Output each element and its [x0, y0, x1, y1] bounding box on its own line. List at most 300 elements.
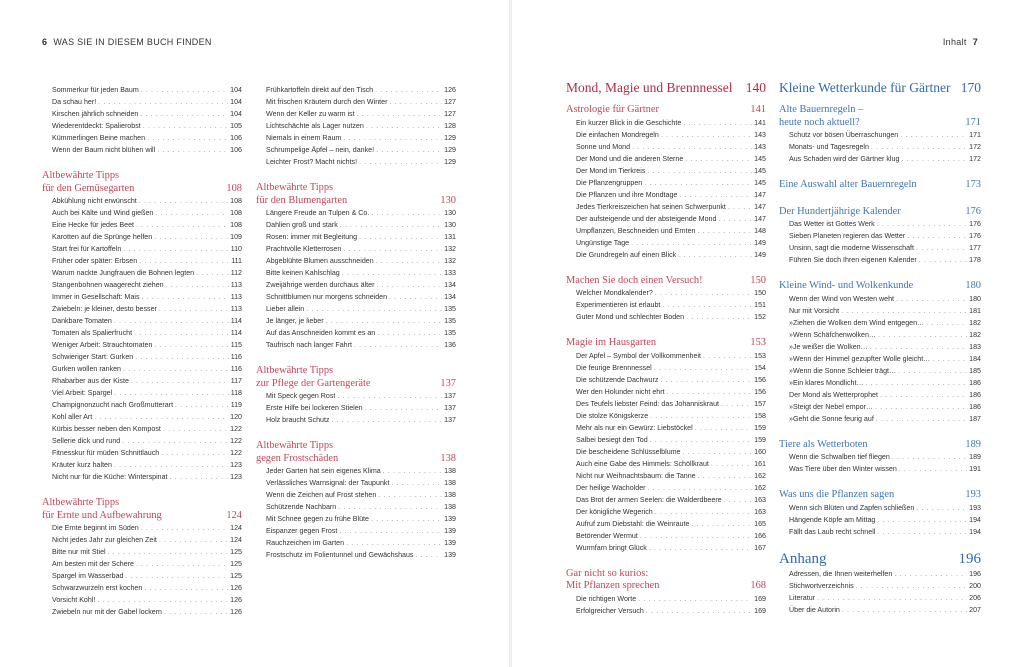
- toc-entry: [566, 542, 766, 554]
- toc-entry-page: 137: [444, 392, 456, 400]
- toc-entry: [42, 546, 242, 558]
- toc-entry: [42, 594, 242, 606]
- section-title-line2: für den Gemüsegarten: [42, 182, 135, 194]
- dot-leader: [196, 267, 229, 279]
- toc-entry-title: Zwiebeln nur mit der Gabel lockern: [52, 608, 163, 616]
- dot-leader: [724, 494, 753, 506]
- toc-entry-title: Frostschutz im Folientunnel und Gewächshaus: [266, 551, 414, 559]
- dot-leader: [647, 165, 752, 177]
- toc-entry-page: 139: [444, 515, 456, 523]
- toc-entry: [42, 471, 242, 483]
- toc-entry: [42, 387, 242, 399]
- toc-entry: [779, 305, 981, 317]
- section-heading: [566, 104, 766, 117]
- toc-entry-page: 132: [444, 245, 456, 253]
- toc-entry-page: 109: [230, 233, 242, 241]
- toc-entry-page: 123: [230, 461, 242, 469]
- toc-entry-page: 186: [969, 402, 981, 411]
- toc-entry-title: Taufrisch nach langer Fahrt: [266, 341, 352, 349]
- dot-leader: [678, 249, 752, 261]
- toc-entry: [42, 207, 242, 219]
- dot-leader: [655, 506, 752, 518]
- toc-entry-page: 125: [230, 560, 242, 568]
- toc-entry-title: Die Grundregeln auf einen Blick: [576, 250, 677, 259]
- toc-entry-page: 172: [969, 155, 981, 163]
- toc-entry-page: 138: [444, 503, 456, 511]
- toc-entry-page: 129: [444, 146, 456, 154]
- toc-entry-title: Salbei besiegt den Tod: [576, 435, 648, 444]
- dot-leader: [650, 410, 752, 422]
- dot-leader: [371, 513, 442, 525]
- toc-entry: [779, 401, 981, 413]
- chapter-page: 140: [745, 80, 766, 95]
- section-title-line1: Altbewährte Tipps: [42, 170, 120, 181]
- toc-entry-title: Verlässliches Warnsignal: der Taupunkt: [266, 479, 390, 487]
- dot-leader: [141, 522, 228, 534]
- toc-entry-title: Aus Schaden wird der Gärtner klug: [789, 155, 900, 163]
- toc-entry: [256, 132, 456, 144]
- toc-entry: [566, 434, 766, 446]
- section-page: 168: [750, 580, 766, 591]
- toc-entry-title: Jedes Tierkreiszeichen hat seinen Schwerpunkt: [576, 202, 726, 211]
- toc-entry-title: Der Apfel – Symbol der Vollkommenheit: [576, 351, 701, 360]
- toc-entry-title: Kirschen jährlich schneiden: [52, 110, 139, 118]
- toc-entry-title: Leichter Frost? Macht nichts!: [266, 158, 358, 166]
- toc-entry: [42, 219, 242, 231]
- section-title-line2: Mit Pflanzen sprechen: [566, 580, 660, 591]
- toc-entry-page: 191: [969, 465, 981, 473]
- toc-entry-page: 143: [754, 130, 766, 139]
- toc-entry: [779, 254, 981, 266]
- dot-leader: [114, 387, 228, 399]
- section-page: 176: [965, 205, 981, 217]
- toc-entry: [42, 423, 242, 435]
- toc-entry-page: 125: [230, 572, 242, 580]
- section-title-line2: für den Blumengarten: [256, 194, 348, 206]
- toc-entry-title: Die richtigen Worte: [576, 594, 637, 603]
- toc-entry-title: Schwieriger Start: Gurken: [52, 353, 134, 361]
- toc-column-3: [566, 80, 766, 617]
- toc-entry-page: 116: [230, 365, 242, 373]
- toc-entry-title: Karotten auf die Sprünge helfen: [52, 233, 153, 241]
- toc-entry: [566, 225, 766, 237]
- toc-entry-title: Am besten mit der Schere: [52, 560, 135, 568]
- section-title-line1: Altbewährte Tipps: [256, 365, 334, 376]
- toc-entry: [566, 299, 766, 311]
- toc-entry: [42, 558, 242, 570]
- toc-entry-page: 122: [230, 449, 242, 457]
- entry-list: [779, 293, 981, 425]
- toc-entry: [42, 231, 242, 243]
- section-page: 189: [965, 438, 981, 450]
- dot-leader: [685, 153, 752, 165]
- dot-leader: [711, 458, 752, 470]
- toc-entry-page: 131: [444, 233, 456, 241]
- toc-entry: [256, 489, 456, 501]
- dot-leader: [721, 398, 752, 410]
- dot-leader: [376, 255, 442, 267]
- toc-entry: [566, 362, 766, 374]
- dot-leader: [877, 526, 967, 538]
- dot-leader: [139, 255, 229, 267]
- toc-entry-page: 118: [230, 389, 242, 397]
- dot-leader: [817, 592, 967, 604]
- toc-entry-page: 110: [230, 245, 242, 253]
- toc-entry: [566, 311, 766, 323]
- toc-entry: [779, 141, 981, 153]
- toc-entry: [779, 592, 981, 604]
- toc-entry-page: 117: [230, 377, 242, 385]
- dot-leader: [654, 362, 752, 374]
- toc-entry: [256, 549, 456, 561]
- dot-leader: [870, 341, 967, 353]
- section-page: 124: [226, 509, 242, 521]
- entry-list: [566, 350, 766, 554]
- toc-entry-page: 133: [444, 269, 456, 277]
- toc-entry-page: 127: [444, 110, 456, 118]
- toc-entry-title: Über die Autorin: [789, 605, 840, 614]
- dot-leader: [339, 525, 442, 537]
- dot-leader: [337, 390, 442, 402]
- toc-entry: [42, 411, 242, 423]
- toc-entry-title: Erfolgreicher Versuch: [576, 606, 644, 615]
- toc-entry-page: 124: [230, 524, 242, 532]
- toc-entry: [256, 339, 456, 351]
- toc-entry-title: Kümmerlingen Beine machen: [52, 134, 146, 142]
- toc-entry-title: Wer den Holunder nicht ehrt: [576, 387, 665, 396]
- section-title-line1: Altbewährte Tipps: [256, 440, 334, 451]
- dot-leader: [166, 279, 229, 291]
- section-page: 130: [440, 194, 456, 206]
- toc-entry-title: Bitte nur mit Stiel: [52, 548, 106, 556]
- toc-entry-page: 105: [230, 122, 242, 130]
- toc-entry-title: Mit frischen Kräutern durch den Winter: [266, 98, 388, 106]
- toc-entry-title: Sommerkur für jeden Baum: [52, 86, 139, 94]
- toc-entry: [779, 389, 981, 401]
- toc-entry-page: 200: [969, 581, 981, 590]
- toc-entry-title: Fällt das Laub recht schnell: [789, 527, 876, 536]
- toc-entry-title: Prachtvolle Kletterrosen: [266, 245, 342, 253]
- toc-entry-page: 130: [444, 221, 456, 229]
- toc-entry-title: Immer in Gesellschaft: Mais: [52, 293, 140, 301]
- toc-entry-title: Spargel im Wasserbad: [52, 572, 124, 580]
- toc-entry-title: Die bescheidene Schlüsselblume: [576, 447, 681, 456]
- dot-leader: [632, 141, 752, 153]
- toc-entry-page: 114: [230, 317, 242, 325]
- toc-entry-page: 156: [754, 387, 766, 396]
- toc-entry-page: 143: [754, 142, 766, 151]
- toc-entry-page: 163: [754, 507, 766, 516]
- toc-entry: [566, 482, 766, 494]
- toc-entry-page: 137: [444, 404, 456, 412]
- dot-leader: [161, 447, 228, 459]
- toc-column-2: [256, 84, 456, 561]
- toc-entry: [566, 350, 766, 362]
- dot-leader: [170, 471, 229, 483]
- dot-leader: [136, 219, 228, 231]
- toc-entry-page: 116: [230, 353, 242, 361]
- toc-entry-page: 145: [754, 166, 766, 175]
- toc-entry-page: 125: [230, 548, 242, 556]
- toc-entry: [779, 317, 981, 329]
- toc-entry-page: 171: [969, 131, 981, 139]
- dot-leader: [880, 389, 967, 401]
- toc-entry-page: 194: [969, 527, 981, 536]
- dot-leader: [391, 477, 442, 489]
- toc-entry-page: 177: [969, 244, 981, 252]
- section-heading: [566, 275, 766, 288]
- toc-entry-page: 156: [754, 375, 766, 384]
- toc-entry: [42, 84, 242, 96]
- section-title: Machen Sie doch einen Versuch!: [566, 274, 703, 286]
- dot-leader: [383, 465, 442, 477]
- entry-list: [256, 390, 456, 426]
- section-heading: [256, 440, 456, 465]
- toc-entry: [42, 315, 242, 327]
- entry-list: [566, 117, 766, 261]
- toc-entry-title: »Ziehen die Wolken dem Wind entgegen…: [789, 318, 925, 327]
- toc-entry-page: 139: [444, 527, 456, 535]
- toc-entry-title: Nur mit Vorsicht: [789, 306, 840, 315]
- toc-entry: [779, 514, 981, 526]
- dot-leader: [123, 363, 229, 375]
- toc-entry: [42, 96, 242, 108]
- toc-entry-title: Der heilige Wacholder: [576, 483, 646, 492]
- toc-entry-title: Der Mond als Wetterprophet: [789, 390, 878, 399]
- entry-list: [42, 84, 242, 156]
- toc-entry-page: 132: [444, 257, 456, 265]
- toc-entry-page: 161: [754, 459, 766, 468]
- toc-entry: [566, 386, 766, 398]
- toc-entry: [256, 96, 456, 108]
- toc-entry: [42, 363, 242, 375]
- toc-entry-title: Zwiebeln: je kleiner, desto besser: [52, 305, 157, 313]
- toc-entry: [779, 463, 981, 475]
- section-title-line1: Altbewährte Tipps: [42, 497, 120, 508]
- dot-leader: [655, 287, 752, 299]
- toc-entry: [42, 267, 242, 279]
- section-heading: [779, 104, 981, 129]
- toc-entry: [566, 189, 766, 201]
- toc-entry-title: Betörender Wermut: [576, 531, 638, 540]
- toc-entry-page: 169: [754, 594, 766, 603]
- dot-leader: [157, 144, 228, 156]
- toc-entry: [566, 605, 766, 617]
- toc-entry-page: 104: [230, 98, 242, 106]
- section-title-line1: Altbewährte Tipps: [256, 182, 334, 193]
- entry-list: [256, 84, 456, 168]
- toc-entry-title: Start frei für Kartoffeln: [52, 245, 122, 253]
- toc-entry-page: 145: [754, 178, 766, 187]
- toc-entry: [566, 410, 766, 422]
- dot-leader: [141, 84, 228, 96]
- toc-entry: [566, 446, 766, 458]
- dot-leader: [898, 365, 967, 377]
- page-number-right: 7: [972, 37, 978, 47]
- toc-entry-title: Längere Freude an Tulpen & Co.: [266, 209, 370, 217]
- toc-entry-page: 106: [230, 134, 242, 142]
- toc-entry: [256, 303, 456, 315]
- toc-entry: [566, 287, 766, 299]
- chapter-heading: [779, 80, 981, 96]
- toc-entry-title: Mehr als nur ein Gewürz: Liebstöckel: [576, 423, 693, 432]
- dot-leader: [916, 502, 967, 514]
- dot-leader: [155, 207, 228, 219]
- toc-entry: [42, 435, 242, 447]
- toc-entry-title: Rauchzeichen im Garten: [266, 539, 345, 547]
- toc-entry: [42, 303, 242, 315]
- dot-leader: [126, 570, 229, 582]
- toc-entry-page: 186: [969, 390, 981, 399]
- toc-entry-page: 104: [230, 86, 242, 94]
- section-title: Tiere als Wetterboten: [779, 438, 868, 450]
- section-page: 150: [750, 274, 766, 286]
- toc-entry-title: Champignonzucht nach Großmutterart: [52, 401, 174, 409]
- dot-leader: [698, 225, 753, 237]
- toc-entry-page: 135: [444, 329, 456, 337]
- dot-leader: [662, 299, 752, 311]
- toc-entry-title: Kürbis besser neben den Kompost: [52, 425, 161, 433]
- toc-entry: [42, 279, 242, 291]
- toc-entry-title: Schützende Nachbarn: [266, 503, 337, 511]
- toc-entry-title: Die Pflanzen und ihre Mondtage: [576, 190, 678, 199]
- dot-leader: [366, 120, 442, 132]
- dot-leader: [163, 423, 228, 435]
- section-page: 108: [226, 182, 242, 194]
- toc-entry: [42, 534, 242, 546]
- toc-entry-title: Bitte keinen Kahlschlag: [266, 269, 340, 277]
- section-page: 153: [750, 337, 766, 348]
- dot-leader: [901, 153, 967, 165]
- toc-entry-page: 193: [969, 503, 981, 512]
- section-page: 138: [440, 452, 456, 464]
- dot-leader: [97, 594, 228, 606]
- toc-entry: [256, 537, 456, 549]
- toc-entry-title: Das Wetter ist Gottes Werk: [789, 220, 875, 228]
- entry-list: [779, 502, 981, 538]
- toc-entry: [256, 501, 456, 513]
- toc-entry-page: 114: [230, 329, 242, 337]
- toc-entry-page: 149: [754, 238, 766, 247]
- toc-entry-page: 139: [444, 539, 456, 547]
- toc-entry: [256, 207, 456, 219]
- toc-entry: [566, 249, 766, 261]
- toc-entry-page: 189: [969, 453, 981, 461]
- toc-entry-page: 112: [230, 269, 242, 277]
- dot-leader: [135, 351, 228, 363]
- dot-leader: [338, 501, 442, 513]
- section-title-line2: heute noch aktuell?: [779, 116, 860, 128]
- running-header-right: [943, 37, 978, 47]
- toc-entry-title: Sieben Planeten regieren das Wetter: [789, 232, 906, 240]
- toc-entry-title: Wenn der Baum nicht blühen will: [52, 146, 156, 154]
- toc-entry-title: Schutz vor bösen Überraschungen: [789, 131, 899, 139]
- toc-entry: [256, 513, 456, 525]
- toc-entry-title: Frühkartoffeln direkt auf den Tisch: [266, 86, 374, 94]
- toc-entry-page: 152: [754, 313, 766, 321]
- dot-leader: [389, 96, 442, 108]
- toc-entry: [566, 129, 766, 141]
- toc-entry: [256, 465, 456, 477]
- toc-entry: [256, 414, 456, 426]
- toc-entry-title: Je länger, je lieber: [266, 317, 324, 325]
- section-heading: [256, 182, 456, 207]
- toc-entry-page: 147: [754, 214, 766, 223]
- toc-entry-title: Dahlien groß und stark: [266, 221, 338, 229]
- toc-entry-title: Wenn die Zeichen auf Frost stehen: [266, 491, 377, 499]
- dot-leader: [899, 463, 967, 475]
- toc-entry: [566, 494, 766, 506]
- toc-entry-page: 138: [444, 491, 456, 499]
- dot-leader: [932, 353, 967, 365]
- toc-entry-title: Die einfachen Mondregeln: [576, 130, 659, 139]
- toc-entry-title: Auch bei Kälte und Wind gießen: [52, 209, 154, 217]
- toc-entry: [779, 365, 981, 377]
- dot-leader: [136, 558, 228, 570]
- toc-entry-title: Erste Hilfe bei lockeren Stielen: [266, 404, 363, 412]
- toc-entry-page: 106: [230, 146, 242, 154]
- dot-leader: [900, 129, 967, 141]
- toc-entry: [42, 375, 242, 387]
- toc-entry-page: 150: [754, 289, 766, 297]
- toc-entry-title: Mit Schnee gegen zu frühe Blüte: [266, 515, 369, 523]
- toc-entry-title: »Wenn der Himmel gezupfter Wolle gleicht…: [789, 354, 931, 363]
- chapter-page: 170: [960, 80, 981, 95]
- toc-entry-title: Aufruf zum Diebstahl: die Weinraute: [576, 519, 690, 528]
- toc-entry-title: Da schau her!: [52, 98, 97, 106]
- dot-leader: [896, 293, 967, 305]
- toc-entry-page: 180: [969, 294, 981, 303]
- dot-leader: [378, 489, 442, 501]
- toc-entry: [256, 156, 456, 168]
- toc-entry-page: 141: [754, 118, 766, 127]
- toc-entry-page: 183: [969, 342, 981, 351]
- toc-entry-title: Sellerie dick und rund: [52, 437, 121, 445]
- toc-entry: [566, 141, 766, 153]
- toc-entry-page: 115: [230, 341, 242, 349]
- toc-entry-title: Schwarzwurzeln erst kochen: [52, 584, 143, 592]
- toc-entry-page: 159: [754, 423, 766, 432]
- dot-leader: [359, 156, 442, 168]
- dot-leader: [354, 339, 442, 351]
- toc-entry-page: 108: [230, 197, 242, 205]
- dot-leader: [164, 606, 228, 618]
- toc-entry-title: Stangenbohnen waagerecht ziehen: [52, 281, 164, 289]
- dot-leader: [142, 291, 229, 303]
- toc-entry-title: Früher oder später: Erbsen: [52, 257, 138, 265]
- toc-entry-title: Der Mond im Tierkreis: [576, 166, 646, 175]
- toc-entry-title: Experimentieren ist erlaubt: [576, 301, 661, 309]
- toc-entry: [566, 470, 766, 482]
- toc-entry-title: Sonne und Mond: [576, 142, 631, 151]
- dot-leader: [365, 402, 443, 414]
- section-page: 141: [750, 104, 766, 115]
- dot-leader: [683, 446, 753, 458]
- toc-entry-title: Was Tiere über den Winter wissen: [789, 465, 897, 473]
- toc-entry-title: Fitnesskur für müden Schnittlauch: [52, 449, 160, 457]
- appendix-heading: [779, 550, 981, 568]
- toc-entry: [256, 255, 456, 267]
- dot-leader: [646, 605, 752, 617]
- toc-entry-page: 181: [969, 306, 981, 315]
- toc-entry: [42, 327, 242, 339]
- toc-entry-page: 194: [969, 515, 981, 524]
- entry-list: [779, 568, 981, 616]
- toc-entry-title: Zweijährige werden durchaus älter: [266, 281, 375, 289]
- dot-leader: [650, 434, 753, 446]
- toc-entry: [256, 402, 456, 414]
- toc-entry-title: Ungünstige Tage: [576, 238, 630, 247]
